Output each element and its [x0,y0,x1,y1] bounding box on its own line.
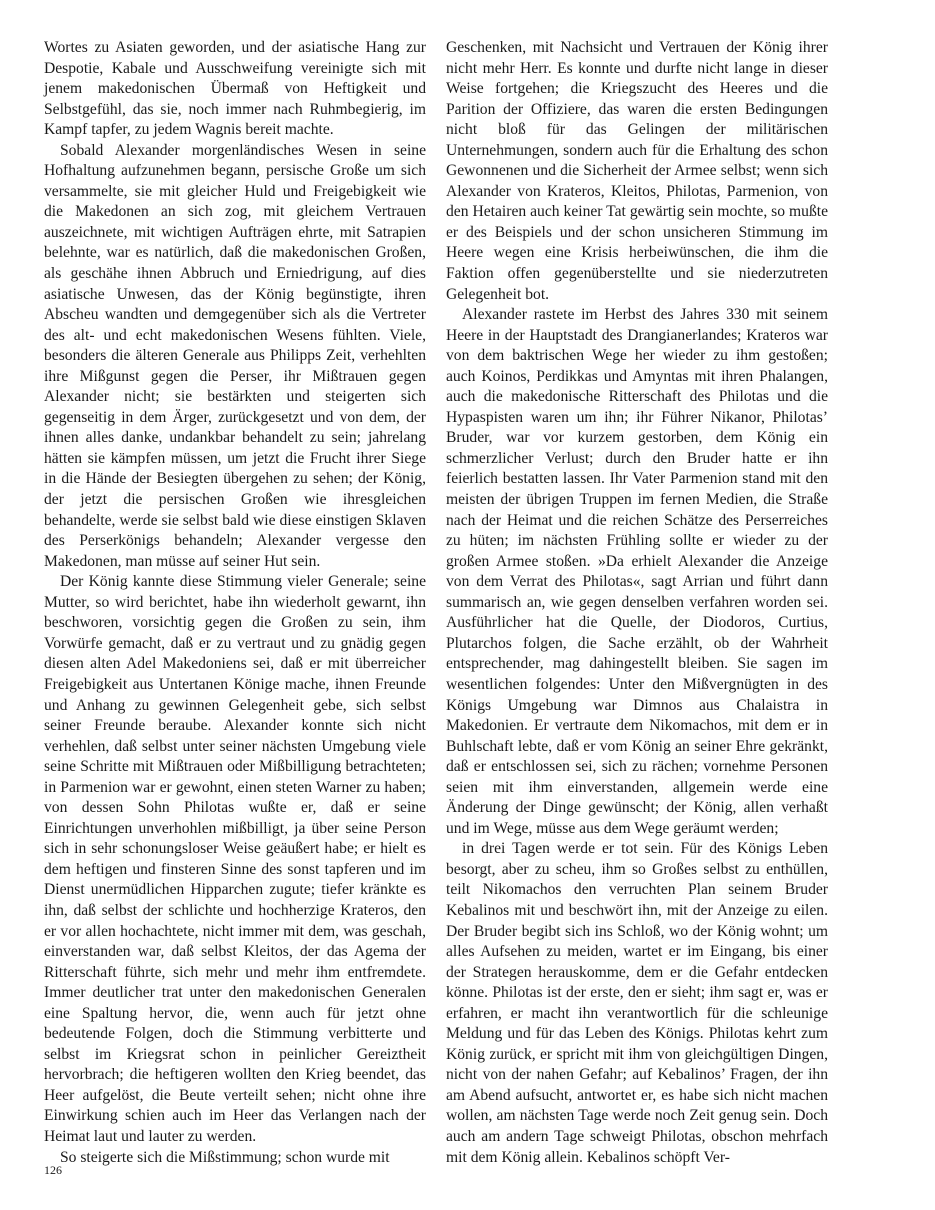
paragraph: Wortes zu Asiaten geworden, und der asiatische Hang zur Despotie, Kabale und Ausschweifung vereinigte sich mit jenem makedonischen Übermaß von Heftigkeit und Selbstgefühl, das sie, noch immer nach Ruhmbegierig, im Kampf tapfer, zu jedem Wagnis bereit machte. [44,39,426,139]
page-number: 126 [44,1163,62,1177]
paragraph: So steigerte sich die Mißstimmung; schon wurde mit [60,1148,390,1166]
paragraph: in drei Tagen werde er tot sein. Für des Königs Leben besorgt, aber zu scheu, ihm so Großes selbst zu enthüllen, teilt Nikomachos den verruchten Plan seinem Bruder Kebalinos mit und beschwört ihn, mit der Anzeige zu eilen. Der Bruder begibt sich ins Schloß, wo der König wohnt; um alles Aufsehen zu meiden, wartet er im Eingang, bis einer der Strategen herauskomme, dem er die Gefahr entdecken könne. Philotas ist der erste, den er sieht; ihm sagt er, was er erfahren, er macht ihn verantwortlich für die schleunige Meldung und für das Leben des Königs. Philotas kehrt zum König zurück, er spricht mit ihm von gleichgültigen Dingen, nicht von der nahen Gefahr; auf Kebalinos’ Fragen, der ihn am Abend aufsucht, antwortet er, es habe sich nicht machen wollen, am nächsten Tage werde noch Zeit genug sein. Doch auch am andern Tage schweigt Philotas, obschon mehrfach mit dem König allein. Kebalinos schöpft Ver- [446,840,828,1166]
paragraph: Geschenken, mit Nachsicht und Vertrauen der König ihrer nicht mehr Herr. Es konnte und durfte nicht lange in dieser Weise fortgehen; die Kriegszucht des Heeres und die Parition der Offiziere, das waren die ersten Bedingungen nicht bloß für das Gelingen der militärischen Unternehmungen, sondern auch für die Erhaltung des schon Gewonnenen und die Sicherheit der Armee selbst; wenn sich Alexander von Krateros, Kleitos, Philotas, Parmenion, von den Hetairen auch keiner Tat gewärtig sein mochte, so mußte er des Beispiels und der schon unsicheren Stimmung im Heere wegen eine Krisis herbeiwünschen, die ihm die Faktion offen gegenüberstellte und sie niederzutreten Gelegenheit bot. [446,39,828,303]
paragraph: Sobald Alexander morgenländisches Wesen in seine Hofhaltung aufzunehmen begann, persische Große um sich versammelte, sie mit gleicher Huld und Freigebigkeit wie die Makedonen an sich zog, mit gleichem Vertrauen auszeichnete, mit wichtigen Aufträgen ehrte, mit Satrapien belehnte, war es natürlich, daß die makedonischen Großen, als geschähe ihnen Abbruch und Erniedrigung, auf dies asiatische Unwesen, das der König begünstigte, ihren Abscheu wandten und demgegenüber sich als die Vertreter des alt- und echt makedonischen Wesens fühlten. Viele, besonders die älteren Generale aus Philipps Zeit, verhehlten ihre Mißgunst gegen die Perser, ihr Mißtrauen gegen Alexander nicht; sie bestärkten und steigerten sich gegenseitig in dem Ärger, zurückgesetzt und von dem, der ihnen alles danke, undankbar behandelt zu sein; jahrelang hätten sie kämpfen müssen, um jetzt die Frucht ihrer Siege in die Hände der Besiegten übergehen zu sehen; der König, der jetzt die persischen Großen wie ihresgleichen behandelte, werde sie selbst bald wie diese einstigen Sklaven des Perserkönigs behandeln; Alexander vergesse den Makedonen, man müsse auf seiner Hut sein. [44,141,426,570]
right-text-column [446,38,828,1168]
paragraph: Der König kannte diese Stimmung vieler Generale; seine Mutter, so wird berichtet, habe ihn wiederholt gewarnt, ihn beschworen, vorsichtig gegen die Großen zu sein, ihm Vorwürfe gemacht, daß er zu vertraut und zu gnädig gegen diesen alten Adel Makedoniens sei, daß er mit überreicher Freigebigkeit aus Untertanen Könige mache, ihnen Freunde und Anhang zu gewinnen Gelegenheit gebe, sich selbst seiner Freunde beraube. Alexander konnte sich nicht verhehlen, daß selbst unter seiner nächsten Umgebung viele seine Schritte mit Mißtrauen oder Mißbilligung betrachteten; in Parmenion war er gewohnt, einen steten Warner zu haben; von dessen Sohn Philotas wußte er, daß er seine Einrichtungen unverhohlen mißbilligt, ja über seine Person sich in sehr schonungsloser Weise geäußert habe; er hielt es dem heftigen und finsteren Sinne des sonst tapferen und im Dienst unermüdlichen Hipparchen zugute; tiefer kränkte es ihn, daß selbst der schlichte und hochherzige Krateros, den er vor allen hochachtete, nicht immer mit dem, was geschah, einverstanden war, daß selbst Kleitos, der das Agema der Ritterschaft führte, sich mehr und mehr ihm entfremdete. Immer deutlicher trat unter den makedonischen Generalen eine Spaltung hervor, die, wenn auch für jetzt ohne bedeutende Folgen, doch die Stimmung verbitterte und selbst im Kriegsrat schon in peinlicher Gereiztheit hervorbrach; die heftigeren wollten den Krieg beendet, das Heer aufgelöst, die Beute verteilt sehen; nicht ohne ihre Einwirkung schien auch im Heer das Verlangen nach der Heimat laut und lauter zu werden. [44,573,426,1145]
paragraph: Alexander rastete im Herbst des Jahres 330 mit seinem Heere in der Hauptstadt des Drangianerlandes; Krateros war von dem baktrischen Wege her wieder zu ihm gestoßen; auch Koinos, Perdikkas und Amyntas mit ihren Phalangen, auch die makedonische Ritterschaft des Philotas und die Hypaspisten waren um ihn; ihr Führer Nikanor, Philotas’ Bruder, war vor kurzem gestorben, dem König ein schmerzlicher Verlust; durch den Bruder hatte er ihn feierlich bestatten lassen. Ihr Vater Parmenion stand mit den meisten der übrigen Truppen im fernen Medien, die Straße nach der Heimat und die reichen Schätze des Perserreiches zu hüten; im nächsten Frühling sollte er wieder zu der großen Armee stoßen. »Da erhielt Alexander die Anzeige von dem Verrat des Philotas«, sagt Arrian und führt dann summarisch an, wie gegen denselben verfahren worden sei. Ausführlicher hat die Quelle, der Diodoros, Curtius, Plutarchos folgen, die Sache erzählt, ob der Wahrheit entsprechender, mag dahingestellt bleiben. Sie sagen im wesentlichen folgendes: Unter den Mißvergnügten in des Königs Umgebung war Dimnos aus Chalaistra in Makedonien. Er vertraute dem Nikomachos, mit dem er in Buhlschaft lebte, daß er vom König an seiner Ehre gekränkt, daß er entschlossen sei, sich zu rächen; vornehme Personen seien mit ihm einverstanden, allgemein werde eine Änderung der Dinge gewünscht; der König, allen verhaßt und im Wege, müsse aus dem Wege geräumt werden; [446,306,828,837]
left-text-column [44,38,426,1168]
